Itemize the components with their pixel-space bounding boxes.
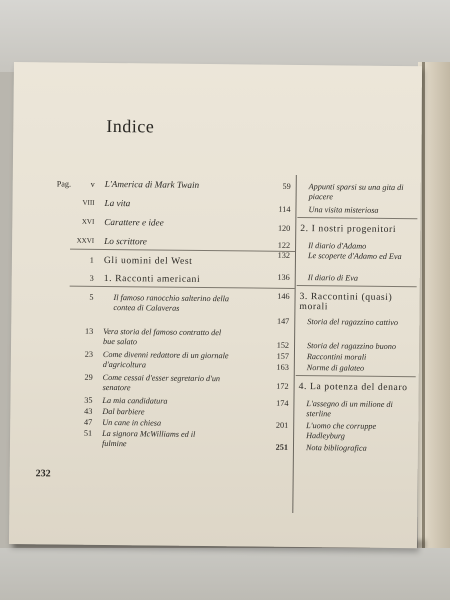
toc-item: Il diario d'Adamo <box>308 241 367 251</box>
toc-item: Nota bibliografica <box>305 443 367 453</box>
section-rule <box>297 217 417 219</box>
toc-page-number: 201 <box>275 420 289 430</box>
toc-page-number: 146 <box>277 291 290 301</box>
toc-page-number: 132 <box>277 250 291 260</box>
toc-heading: La vita <box>104 197 131 209</box>
toc-item: Storia del ragazzino buono <box>306 341 397 352</box>
toc-page-number: 157 <box>276 351 289 361</box>
toc-page-number: v <box>90 179 95 189</box>
toc-item: Raccontini morali <box>306 352 367 362</box>
toc-chapter: 1. Racconti americani <box>103 272 201 285</box>
facing-page-edge <box>418 62 450 556</box>
toc-heading: L'America di Mark Twain <box>104 178 200 190</box>
pag-label: Pag. <box>56 179 72 189</box>
toc-page-number: 5 <box>89 292 94 302</box>
toc-chapter: 2. I nostri progenitori <box>300 223 397 236</box>
toc-heading: Lo scrittore <box>104 235 147 247</box>
toc-page-number: 51 <box>83 428 93 438</box>
toc-page-number: 136 <box>277 272 290 282</box>
section-rule <box>296 375 416 377</box>
background-bottom <box>0 548 450 600</box>
toc-page-number: 152 <box>276 340 290 350</box>
toc-page-number: VIII <box>82 198 95 207</box>
toc-page-number: XXVI <box>76 236 95 245</box>
toc-item: Appunti sparsi su una gita di piacere <box>308 182 404 201</box>
toc-chapter: 3. Raccontini (quasi) morali <box>299 291 393 312</box>
section-rule <box>297 285 417 287</box>
toc-page-number: 120 <box>277 223 291 233</box>
toc-page-number: 147 <box>276 316 290 326</box>
toc-page-number: 35 <box>84 395 93 405</box>
toc-page-number: 174 <box>276 398 289 408</box>
toc-chapter: 4. La potenza del denaro <box>298 380 408 394</box>
background-top <box>0 0 450 72</box>
toc-item: Vera storia del famoso contratto del bue salato <box>103 326 222 346</box>
toc-item: Il diario di Eva <box>307 273 359 283</box>
toc-item: Un cane in chiesa <box>102 417 162 428</box>
toc-page-number: 1 <box>89 255 94 265</box>
toc-page-number: 59 <box>282 181 291 191</box>
toc-item: Come divenni redattore di un giornale d'agricoltura <box>102 349 229 369</box>
toc-page-number: 163 <box>276 362 289 372</box>
toc-page-number: 122 <box>277 240 291 250</box>
toc-page-number: 251 <box>275 442 289 452</box>
section-rule <box>70 286 295 289</box>
toc-item: Il famoso ranocchio salterino della contea di Calaveras <box>113 293 230 313</box>
book-page <box>9 62 422 548</box>
toc-item: Storia del ragazzino cattivo <box>307 317 399 328</box>
toc-page-number: 23 <box>84 349 93 359</box>
toc-page-number: 29 <box>84 372 93 382</box>
column-divider <box>292 175 296 513</box>
toc-page-number: 47 <box>83 417 93 427</box>
toc-item: L'assegno di un milione di sterline <box>306 399 393 418</box>
toc-page-number: 13 <box>84 326 94 336</box>
toc-page-number: XVI <box>81 217 95 226</box>
toc-item: Norme di galateo <box>306 363 365 373</box>
toc-page-number: 3 <box>89 273 94 283</box>
toc-page-number: 43 <box>84 406 93 416</box>
toc-heading: Carattere e idee <box>104 216 164 228</box>
toc-chapter: Gli uomini del West <box>103 254 193 267</box>
toc-page-number: 172 <box>276 381 289 391</box>
toc-item: Come cessai d'esser segretario d'un senatore <box>102 372 221 392</box>
toc-item: Una visita misteriosa <box>308 205 379 215</box>
toc-item: Dal barbiere <box>102 406 145 417</box>
toc-item: L'uomo che corruppe Hadleyburg <box>306 421 377 441</box>
toc-item: La mia candidatura <box>102 395 168 406</box>
toc-page-number: 114 <box>278 204 291 214</box>
index-title: Indice <box>106 115 155 137</box>
toc-item: Le scoperte d'Adamo ed Eva <box>307 251 402 262</box>
page-folio: 232 <box>35 468 51 480</box>
toc-item: La signora McWilliams ed il fulmine <box>101 428 196 448</box>
